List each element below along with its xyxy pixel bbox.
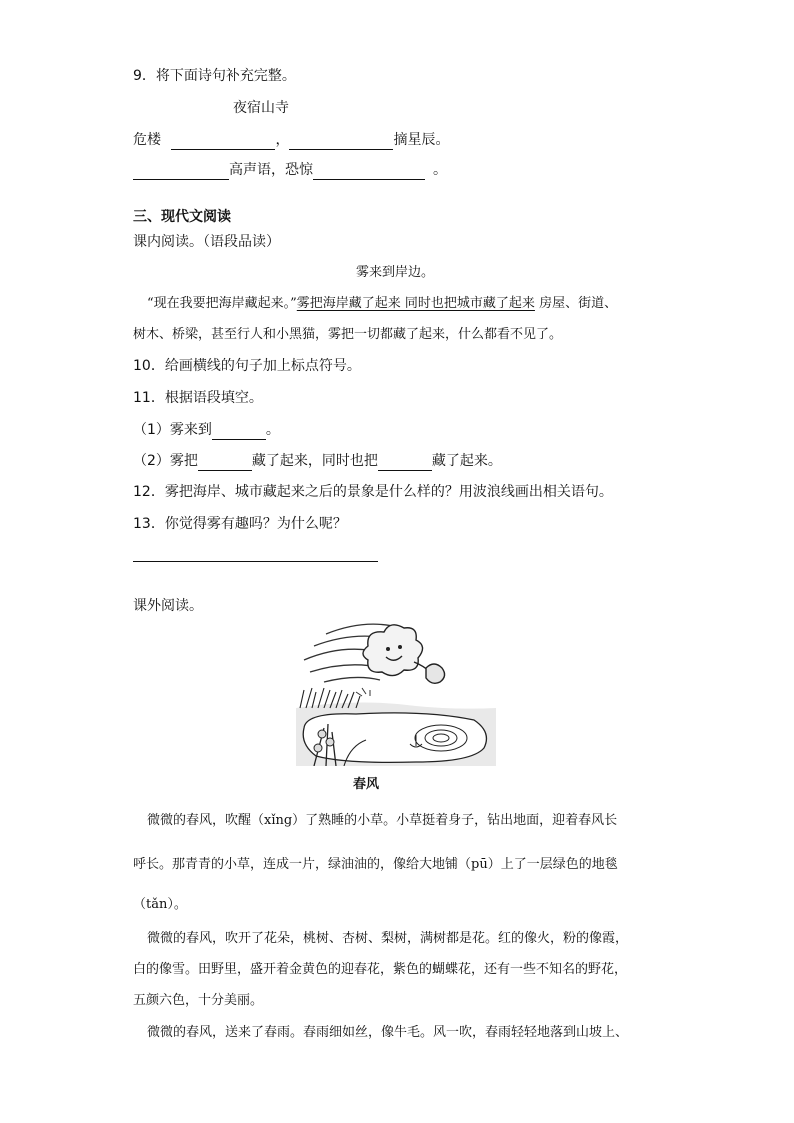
poem-line1-start: 危楼 — [133, 132, 161, 148]
outside-intro: 课外阅读。 — [133, 598, 203, 614]
poem-line-1 — [133, 130, 449, 150]
poem-line1-comma: ， — [275, 132, 290, 148]
para2-line1: 微微的春风，吹开了花朵，桃树、杏树、梨树，满树都是花。红的像火，粉的像霞， — [147, 931, 629, 946]
passage-line-1 — [147, 294, 617, 314]
fill-blank[interactable] — [171, 133, 275, 150]
spring-wind-illustration — [296, 616, 496, 766]
poem-title: 夜宿山寺 — [233, 100, 289, 116]
q12: 12．雾把海岸、城市藏起来之后的景象是什么样的？用波浪线画出相关语句。 — [133, 484, 613, 500]
para1-line2: 呼长。那青青的小草，连成一片，绿油油的，像给大地铺（pū）上了一层绿色的地毯 — [133, 857, 618, 872]
para1-line3: （tǎn）。 — [133, 897, 187, 912]
fill-blank[interactable] — [289, 133, 393, 150]
poem-line-2 — [133, 160, 447, 180]
underlined-sentence: 雾把海岸藏了起来 同时也把城市藏了起来 — [296, 296, 535, 311]
poem-line2-mid: 高声语，恐惊 — [229, 162, 313, 178]
poem-line2-end: 。 — [433, 162, 447, 178]
passage-title: 雾来到岸边。 — [355, 265, 434, 280]
illustration-caption: 春风 — [353, 777, 380, 792]
fill-blank[interactable] — [212, 423, 266, 440]
para1-line1: 微微的春风，吹醒（xǐng）了熟睡的小草。小草挺着身子，钻出地面，迎着春风长 — [147, 813, 618, 828]
q9-prompt: 9．将下面诗句补充完整。 — [133, 68, 296, 84]
fill-blank[interactable] — [133, 163, 229, 180]
fill-blank[interactable] — [313, 163, 425, 180]
passage-quote: “现在我要把海岸藏起来。” — [147, 296, 297, 311]
para2-line2: 白的像雪。田野里，盛开着金黄色的迎春花，紫色的蝴蝶花，还有一些不知名的野花， — [133, 962, 628, 977]
q13: 13．你觉得雾有趣吗？为什么呢？ — [133, 516, 347, 532]
q11-part2: （2）雾把 藏了起来，同时也把 藏了起来。 — [133, 453, 502, 469]
q11-part1: （1）雾来到 。 — [133, 422, 280, 438]
answer-line[interactable] — [133, 561, 378, 562]
poem-line1-end: 摘星辰。 — [393, 132, 450, 148]
section-intro: 课内阅读。（语段品读） — [133, 234, 280, 250]
fill-blank[interactable] — [378, 454, 432, 471]
fill-blank[interactable] — [198, 454, 252, 471]
para2-line3: 五颜六色，十分美丽。 — [133, 993, 264, 1008]
section-heading: 三、现代文阅读 — [133, 209, 231, 225]
passage-line-2: 树木、桥梁，甚至行人和小黑猫，雾把一切都藏了起来，什么都看不见了。 — [133, 327, 563, 342]
q11: 11．根据语段填空。 — [133, 390, 263, 406]
para3-line1: 微微的春风，送来了春雨。春雨细如丝，像牛毛。风一吹，春雨轻轻地落到山坡上、 — [147, 1025, 629, 1040]
passage-line1-rest: 房屋、街道、 — [534, 296, 618, 311]
q10: 10．给画横线的句子加上标点符号。 — [133, 358, 361, 374]
